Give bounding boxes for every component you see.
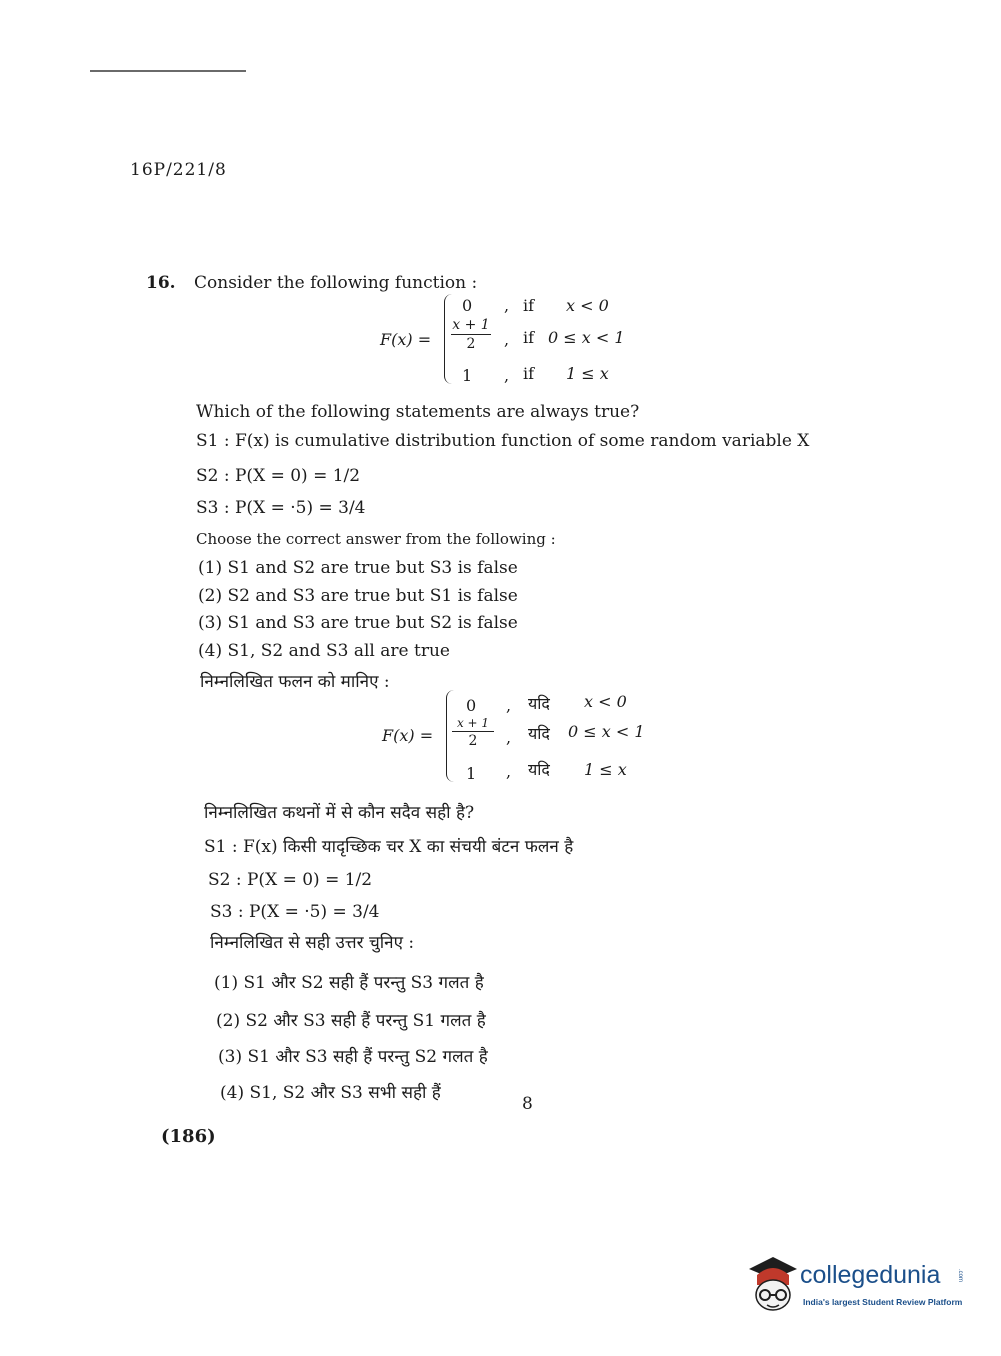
question-number: 16.: [146, 273, 176, 293]
statement-s2-hi: S2 : P(X = 0) = 1/2: [208, 870, 373, 890]
option-2-hi[interactable]: (2) S2 और S3 सही हैं परन्तु S1 गलत है: [216, 1011, 486, 1031]
piece-value: 0: [462, 296, 473, 315]
fraction-numerator: x + 1: [452, 317, 490, 333]
mascot-icon: [745, 1255, 801, 1315]
condition-word: if: [523, 364, 535, 383]
condition-word: if: [523, 296, 535, 315]
question-prompt-en: Which of the following statements are always true?: [196, 402, 640, 422]
collegedunia-logo[interactable]: [745, 1255, 970, 1315]
question-intro-en: Consider the following function :: [194, 273, 478, 293]
brand-name: collegedunia: [800, 1261, 941, 1289]
condition: 0 ≤ x < 1: [548, 328, 625, 347]
option-1-en[interactable]: (1) S1 and S2 are true but S3 is false: [198, 558, 518, 578]
condition-word: if: [523, 328, 535, 347]
brand-tld: .com: [957, 1269, 963, 1283]
piece-value: 1: [462, 366, 473, 385]
function-definition-hi: [380, 688, 660, 788]
condition: 0 ≤ x < 1: [568, 722, 645, 741]
comma: ,: [506, 696, 512, 715]
condition: 1 ≤ x: [566, 364, 609, 383]
comma: ,: [504, 366, 510, 385]
top-rule: [90, 70, 246, 72]
function-lhs: F(x) =: [382, 726, 434, 745]
fraction-bar: [452, 731, 494, 732]
function-definition-en: [378, 292, 638, 392]
option-3-en[interactable]: (3) S1 and S3 are true but S2 is false: [198, 613, 518, 633]
piece-value: 1: [466, 764, 477, 783]
fraction-numerator: x + 1: [456, 716, 490, 730]
fraction-denominator: 2: [466, 336, 476, 352]
paper-code: 16P/221/8: [130, 160, 227, 180]
option-4-hi[interactable]: (4) S1, S2 और S3 सभी सही हैं: [220, 1083, 441, 1103]
page-number: 8: [522, 1094, 533, 1114]
condition: x < 0: [566, 296, 609, 315]
fraction-bar: [451, 334, 491, 335]
comma: ,: [506, 728, 512, 747]
option-3-hi[interactable]: (3) S1 और S3 सही हैं परन्तु S2 गलत है: [218, 1047, 488, 1067]
fraction-denominator: 2: [468, 733, 478, 749]
condition: 1 ≤ x: [584, 760, 627, 779]
statement-s3-hi: S3 : P(X = ·5) = 3/4: [210, 902, 380, 922]
page-code: (186): [161, 1126, 216, 1147]
option-2-en[interactable]: (2) S2 and S3 are true but S1 is false: [198, 586, 518, 606]
choose-instruction-hi: निम्नलिखित से सही उत्तर चुनिए :: [210, 933, 415, 953]
statement-s3-en: S3 : P(X = ·5) = 3/4: [196, 498, 366, 518]
piece-fraction: [452, 716, 494, 749]
comma: ,: [504, 296, 510, 315]
comma: ,: [506, 762, 512, 781]
option-4-en[interactable]: (4) S1, S2 and S3 all are true: [198, 641, 450, 661]
comma: ,: [504, 330, 510, 349]
condition: x < 0: [584, 692, 627, 711]
condition-word: यदि: [528, 760, 550, 779]
statement-s2-en: S2 : P(X = 0) = 1/2: [196, 466, 361, 486]
question-intro-hi: निम्नलिखित फलन को मानिए :: [200, 672, 390, 692]
condition-word: यदि: [528, 724, 550, 743]
function-lhs: F(x) =: [380, 330, 432, 349]
question-prompt-hi: निम्नलिखित कथनों में से कौन सदैव सही है?: [204, 803, 475, 823]
brand-tagline: India's largest Student Review Platform: [803, 1297, 963, 1307]
piece-value: 0: [466, 696, 477, 715]
choose-instruction-en: Choose the correct answer from the following :: [196, 530, 556, 548]
option-1-hi[interactable]: (1) S1 और S2 सही हैं परन्तु S3 गलत है: [214, 973, 484, 993]
statement-s1-en: S1 : F(x) is cumulative distribution function of some random variable X: [196, 431, 810, 451]
piece-fraction: [451, 317, 491, 352]
condition-word: यदि: [528, 694, 550, 713]
statement-s1-hi: S1 : F(x) किसी यादृच्छिक चर X का संचयी बंटन फलन है: [204, 837, 574, 857]
